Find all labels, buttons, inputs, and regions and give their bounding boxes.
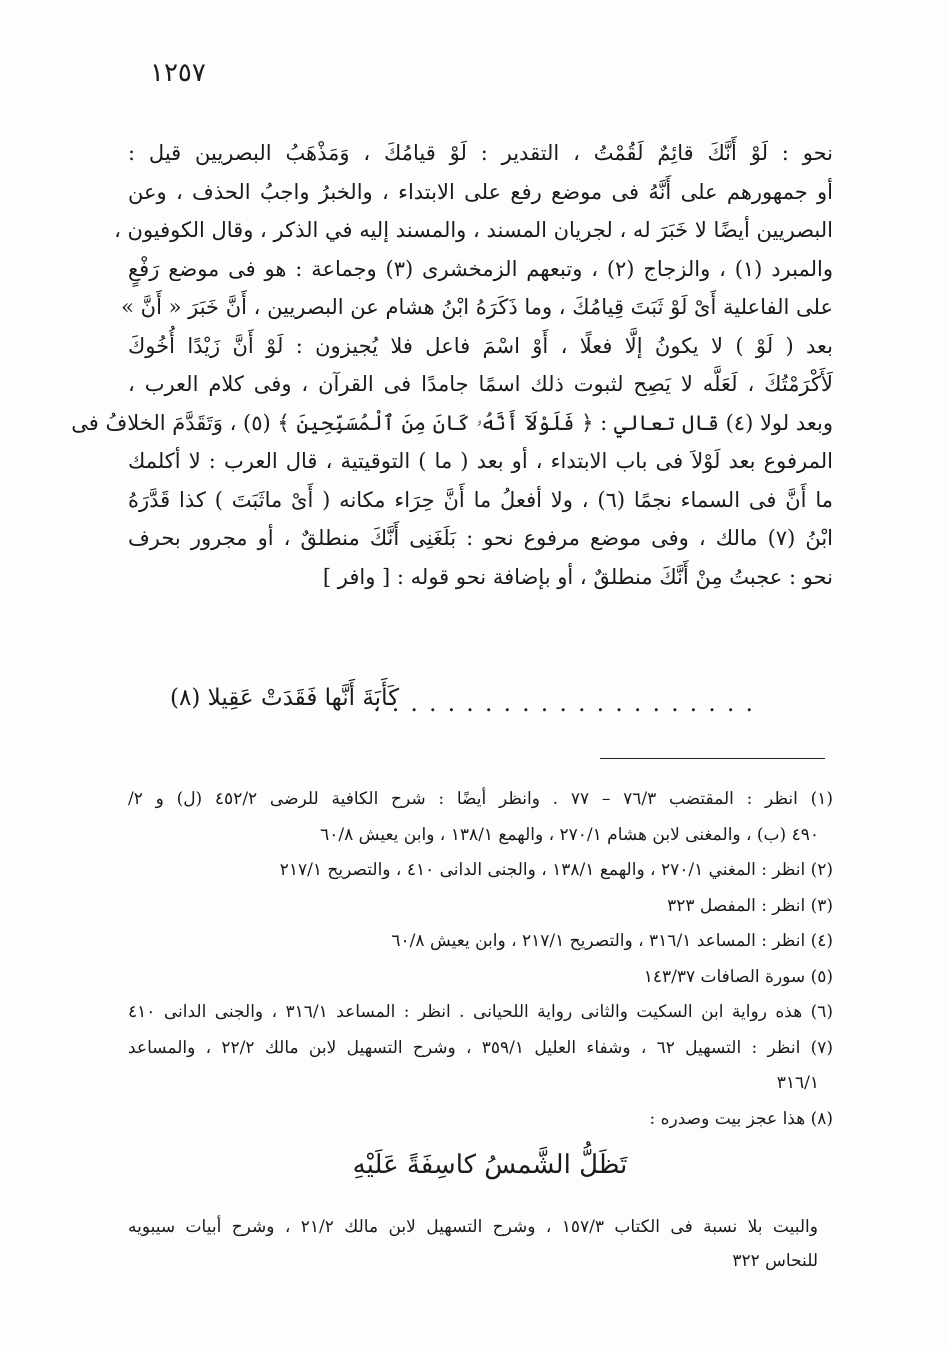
- footnote-line: (٧) انظر : التسهيل ٦٢ ، وشفاء العليل ٣٥٩/١ ، وشرح التسهيل لابن مالك ٢٢/٢ ، والمساعد: [128, 1037, 833, 1058]
- footnote-separator: [600, 758, 825, 759]
- footnotes: [128, 782, 833, 1137]
- footnote-line: والبيت بلا نسبة فى الكتاب ١٥٧/٣ ، وشرح التسهيل لابن مالك ٢١/٢ ، وشرح أبيات سيبويه: [128, 1217, 818, 1237]
- text-line: بعد ( لَوْ ) لا يكونُ إلَّا فعلًا ، أَوْ اسْمَ فاعل فلا يُجيزون : لَوْ أَنَّ زَيْدًا أُخُوكَ: [128, 333, 833, 358]
- text-line: ما أَنَّ فى السماء نجمًا (٦) ، ولا أفعلُ ما أَنَّ حِرَاء مكانه ( أَىْ ماثَبَتَ ) كذا قَدَّرَهُ: [128, 487, 833, 512]
- footnote-line: (١) انظر : المقتضب ٧٦/٣ – ٧٧ . وانظر أيضًا : شرح الكافية للرضى ٤٥٢/٢ (ل) و ٢/: [128, 789, 833, 809]
- text-line: نحو : لَوْ أَنَّكَ قائِمٌ لَقُمْتُ ، التقدير : لَوْ قيامُكَ ، وَمَذْهَبُ البصريين قيل :: [128, 141, 833, 165]
- footnote-line: (٥) سورة الصافات ١٤٣/٣٧: [643, 966, 833, 987]
- verse-hemistich: كَأَبَةَ أَنَّها فَقَدَتْ عَقِيلا (٨): [170, 685, 400, 711]
- text-line: نحو : عجبتُ مِنْ أَنَّكَ منطلقٌ ، أو بإضافة نحو قوله : [ وافر ]: [322, 564, 833, 589]
- text-line: البصريين أيضًا لا خَبَرَ له ، لجريان المسند ، والمسند إليه في الذكر ، وقال الكوفيون ،: [114, 218, 833, 242]
- text-line: المرفوع بعد لَوْلاَ فى باب الابتداء ، أو بعد ( ما ) التوقيتية ، قال العرب : لا أكلمك: [128, 449, 833, 473]
- footnote-continuation: [128, 1210, 818, 1278]
- main-text: [71, 134, 833, 596]
- verse-ellipsis: . . . . . . . . . . . . . . . . . . . . .: [373, 691, 755, 717]
- text-line: لَأَكْرَمْتُكَ ، لَعَلَّه لا يَصِح لثبوت ذلك اسمًا جامدًا فى القرآن ، وفى كلام العرب ،: [128, 372, 833, 396]
- page-number: ١٢٥٧: [150, 58, 206, 88]
- footnote-line: للنحاس ٣٢٢: [732, 1251, 818, 1271]
- text-line: والمبرد (١) ، والزجاج (٢) ، وتبعهم الزمخشرى (٣) وجماعة : هو فى موضع رَفْعٍ: [128, 256, 833, 281]
- quoted-hemistich: تَظَلُّ الشَّمسُ كاسِفَةً عَلَيْهِ: [352, 1150, 628, 1180]
- footnote-line: (٢) انظر : المغني ٢٧٠/١ ، والهمع ١٣٨/١ ، والجنى الدانى ٤١٠ ، والتصريح ٢١٧/١: [279, 860, 833, 880]
- footnote-line: (٦) هذه رواية ابن السكيت والثانى رواية اللحيانى . انظر : المساعد ٣١٦/١ ، والجنى الدانى ٤١٠: [128, 1002, 834, 1022]
- footnote-line: ٣١٦/١: [776, 1073, 819, 1093]
- footnote-line: ٤٩٠ (ب) ، والمغنى لابن هشام ٢٧٠/١ ، والهمع ١٣٨/١ ، وابن يعيش ٦٠/٨: [320, 824, 819, 845]
- text-line: وبعد لولا (٤) قال تعالي : ﴿ فَلَوْلَآ أَنَّهُۥ كَانَ مِنَ ٱلْمُسَبِّحِينَ ﴾ (٥) ، وَتَقَدَّمَ الخلافُ فى: [71, 410, 833, 435]
- poetry-verse: [170, 685, 755, 725]
- text-line: ابْنُ (٧) مالك ، وفى موضع مرفوع نحو : بَلَغَنِى أَنَّكَ منطلقٌ ، أو مجرور بحرف: [128, 526, 833, 550]
- text-line: على الفاعلية أَىْ لَوْ ثَبَتَ قِيامُكَ ، وما ذَكَرَهُ ابْنُ هشام عن البصريين ، أَنَّ خَبَرَ « أَنَّ »: [121, 295, 833, 319]
- footnote-line: (٣) انظر : المفصل ٣٢٣: [667, 895, 833, 916]
- text-line: أو جمهورهم على أَنَّهُ فى موضع رفع على الابتداء ، والخبرُ واجبُ الحذف ، وعن: [128, 179, 833, 204]
- footnote-line: (٤) انظر : المساعد ٣١٦/١ ، والتصريح ٢١٧/١ ، وابن يعيش ٦٠/٨: [391, 931, 833, 951]
- footnote-line: (٨) هذا عجز بيت وصدره :: [649, 1108, 833, 1129]
